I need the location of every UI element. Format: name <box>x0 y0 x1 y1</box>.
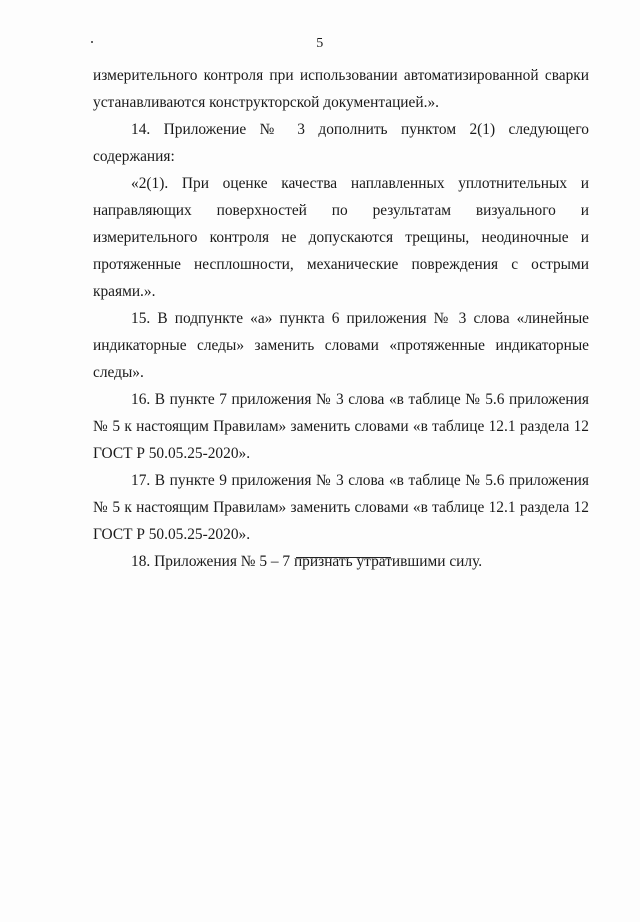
paragraph-item-14-quote: «2(1). При оценке качества наплавленных уплотнительных и направляющих поверхностей по результатам визуального и измерительного контроля не допускаются трещины, неодиночные и протяженные несплошности, механические повреждения с острыми краями.». <box>93 175 589 300</box>
paragraph-item-15: 15. В подпункте «а» пункта 6 приложения № 3 слова «линейные индикаторные следы» заменить словами «протяженные индикаторные следы». <box>93 310 589 381</box>
document-body <box>93 62 589 575</box>
paragraph-item-14: 14. Приложение № 3 дополнить пунктом 2(1) следующего содержания: <box>93 121 589 165</box>
closing-divider-line <box>296 557 391 558</box>
paragraph-item-16: 16. В пункте 7 приложения № 3 слова «в таблице № 5.6 приложения № 5 к настоящим Правилам» заменить словами «в таблице 12.1 раздела 12 ГОСТ Р 50.05.25-2020». <box>93 391 589 462</box>
page-number: 5 <box>316 36 324 51</box>
paragraph-continuation: измерительного контроля при использовании автоматизированной сварки устанавливаются конструкторской документацией.». <box>93 67 589 111</box>
paragraph-item-17: 17. В пункте 9 приложения № 3 слова «в таблице № 5.6 приложения № 5 к настоящим Правилам» заменить словами «в таблице 12.1 раздела 12 ГОСТ Р 50.05.25-2020». <box>93 472 589 543</box>
paragraph-item-18: 18. Приложения № 5 – 7 признать утратившими силу. <box>131 553 483 570</box>
